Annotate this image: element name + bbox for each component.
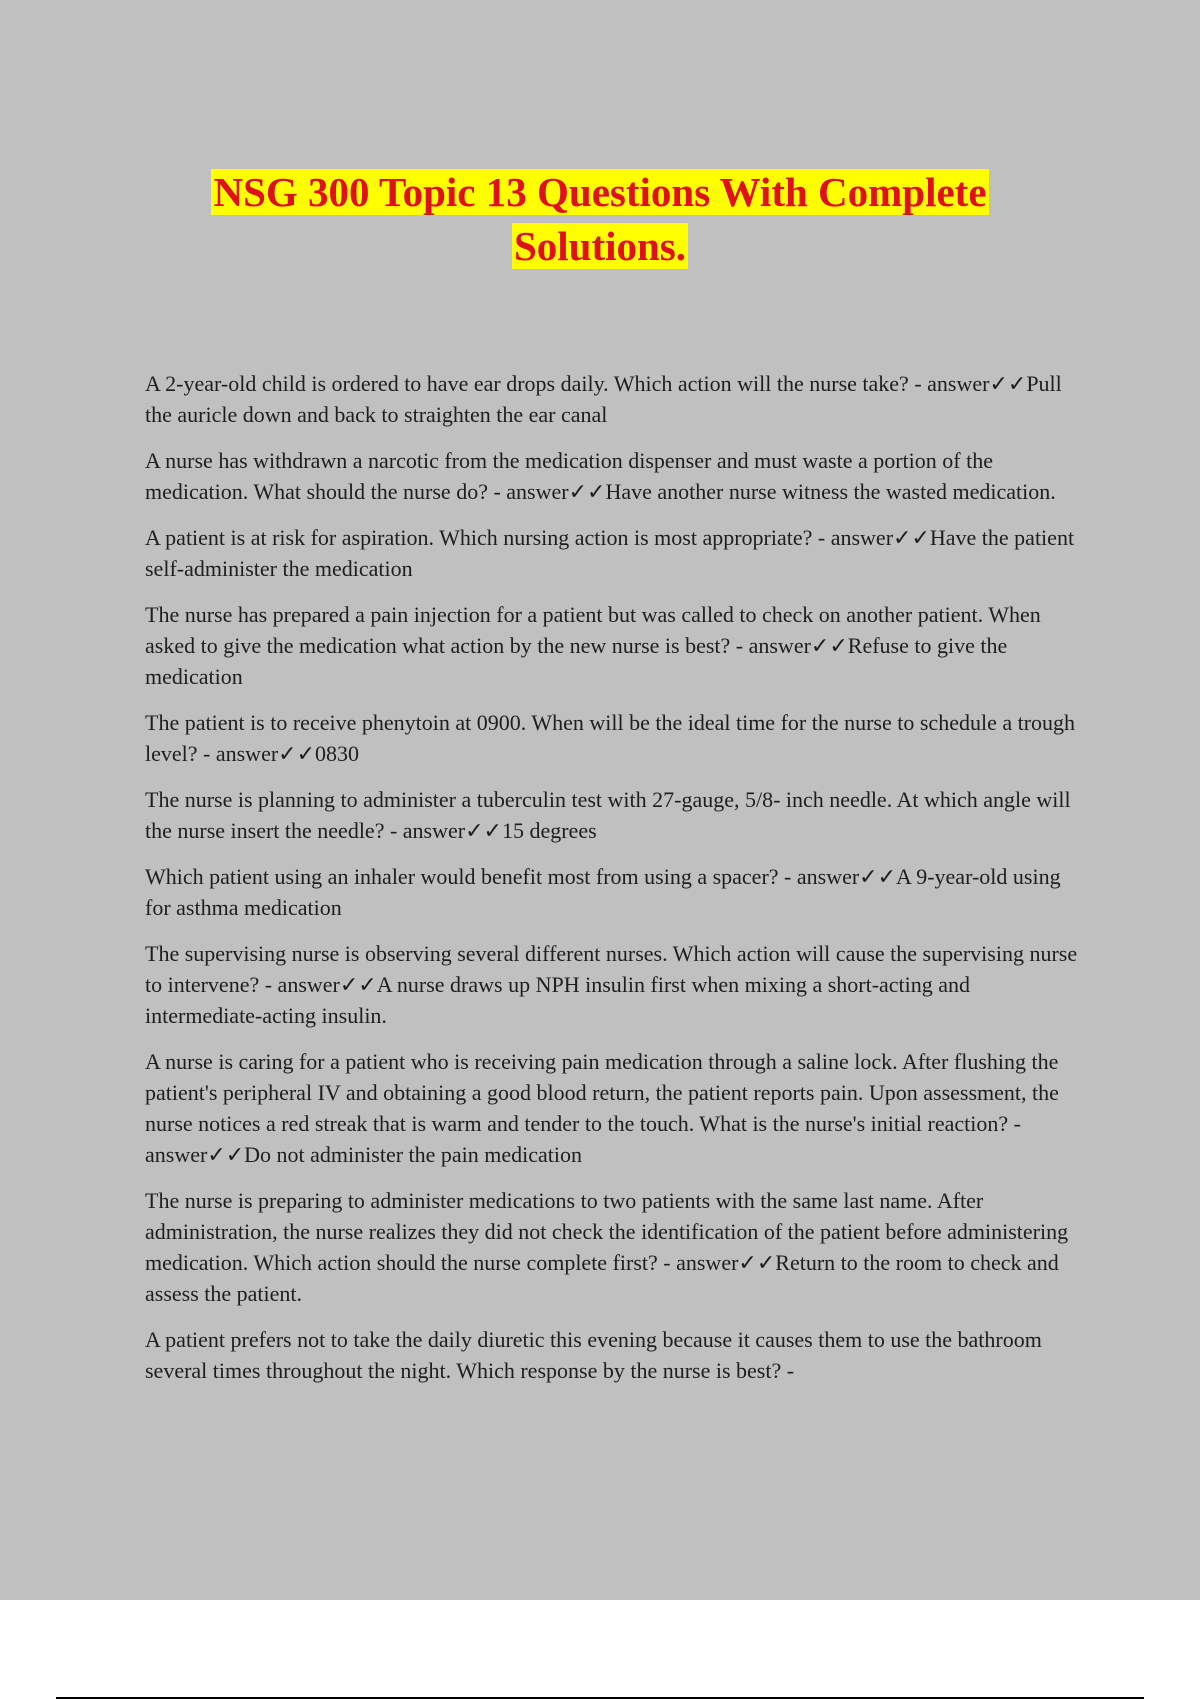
- answer-marker: - answer✓✓: [778, 864, 897, 889]
- qa-item: [145, 1185, 1085, 1309]
- answer-text: Do not administer the pain medication: [244, 1142, 583, 1167]
- title-line-2: Solutions.: [513, 223, 687, 269]
- qa-item: [145, 368, 1085, 430]
- qa-item: [145, 707, 1085, 769]
- answer-marker: - answer✓✓: [487, 479, 606, 504]
- question-text: Which patient using an inhaler would benefit most from using a spacer?: [145, 864, 779, 889]
- question-text: The supervising nurse is observing several different nurses. Which action will cause the supervising nurse to intervene?: [145, 941, 1078, 997]
- qa-list: [145, 368, 1085, 1401]
- qa-item-last: [145, 1324, 1085, 1386]
- question-text: The nurse is preparing to administer medications to two patients with the same last name. After administration, the nurse realizes they did not check the identification of the patient before administering medication. Which action should the nurse complete first?: [145, 1188, 1069, 1275]
- qa-item: [145, 445, 1085, 507]
- answer-text: Return to the room to check and assess the patient.: [145, 1250, 1059, 1306]
- qa-item: [145, 784, 1085, 846]
- qa-item: [145, 599, 1085, 692]
- question-text: A nurse is caring for a patient who is receiving pain medication through a saline lock. After flushing the patient's peripheral IV and obtaining a good blood return, the patient reports pain. Upon assessment, the nurse notices a red streak that is warm and tender to the touch. What is the nurse's initial reaction?: [145, 1049, 1059, 1136]
- answer-text: Have the patient self-administer the medication: [145, 525, 1075, 581]
- qa-item: [145, 1046, 1085, 1170]
- title-line-1: NSG 300 Topic 13 Questions With Complete: [213, 169, 987, 215]
- qa-item: [145, 938, 1085, 1031]
- answer-marker: - answer✓✓: [908, 371, 1027, 396]
- answer-marker: - answer✓✓: [384, 818, 502, 843]
- answer-marker: - answer✓✓: [145, 1111, 1021, 1167]
- question-text: The nurse is planning to administer a tuberculin test with 27-gauge, 5/8- inch needle. At which angle will the nurse insert the needle?: [145, 787, 1071, 843]
- qa-item: [145, 522, 1085, 584]
- answer-marker: - answer✓✓: [197, 741, 316, 766]
- question-text: A 2-year-old child is ordered to have ear drops daily. Which action will the nurse take?: [145, 371, 909, 396]
- answer-text: A 9-year-old using for asthma medication: [145, 864, 1061, 920]
- question-text: The nurse has prepared a pain injection for a patient but was called to check on another patient. When asked to give the medication what action by the new nurse is best?: [145, 602, 1041, 658]
- question-text: A patient prefers not to take the daily diuretic this evening because it causes them to use the bathroom several times throughout the night. Which response by the nurse is best? -: [145, 1327, 1042, 1383]
- answer-marker: - answer✓✓: [730, 633, 848, 658]
- document-title: [0, 165, 1200, 273]
- question-text: The patient is to receive phenytoin at 0900. When will be the ideal time for the nurse to schedule a trough level?: [145, 710, 1076, 766]
- answer-text: 0830: [315, 741, 360, 766]
- answer-text: Have another nurse witness the wasted medication.: [605, 479, 1056, 504]
- qa-item: [145, 861, 1085, 923]
- question-text: A patient is at risk for aspiration. Which nursing action is most appropriate?: [145, 525, 813, 550]
- answer-marker: - answer✓✓: [657, 1250, 776, 1275]
- page-divider: [56, 1697, 1144, 1699]
- question-text: A nurse has withdrawn a narcotic from the medication dispenser and must waste a portion of the medication. What should the nurse do?: [145, 448, 993, 504]
- answer-text: 15 degrees: [501, 818, 597, 843]
- answer-text: Pull the auricle down and back to straighten the ear canal: [145, 371, 1062, 427]
- answer-text: A nurse draws up NPH insulin first when mixing a short-acting and intermediate-acting insulin.: [145, 972, 971, 1028]
- answer-marker: - answer✓✓: [812, 525, 930, 550]
- answer-marker: - answer✓✓: [259, 972, 377, 997]
- answer-text: Refuse to give the medication: [145, 633, 1008, 689]
